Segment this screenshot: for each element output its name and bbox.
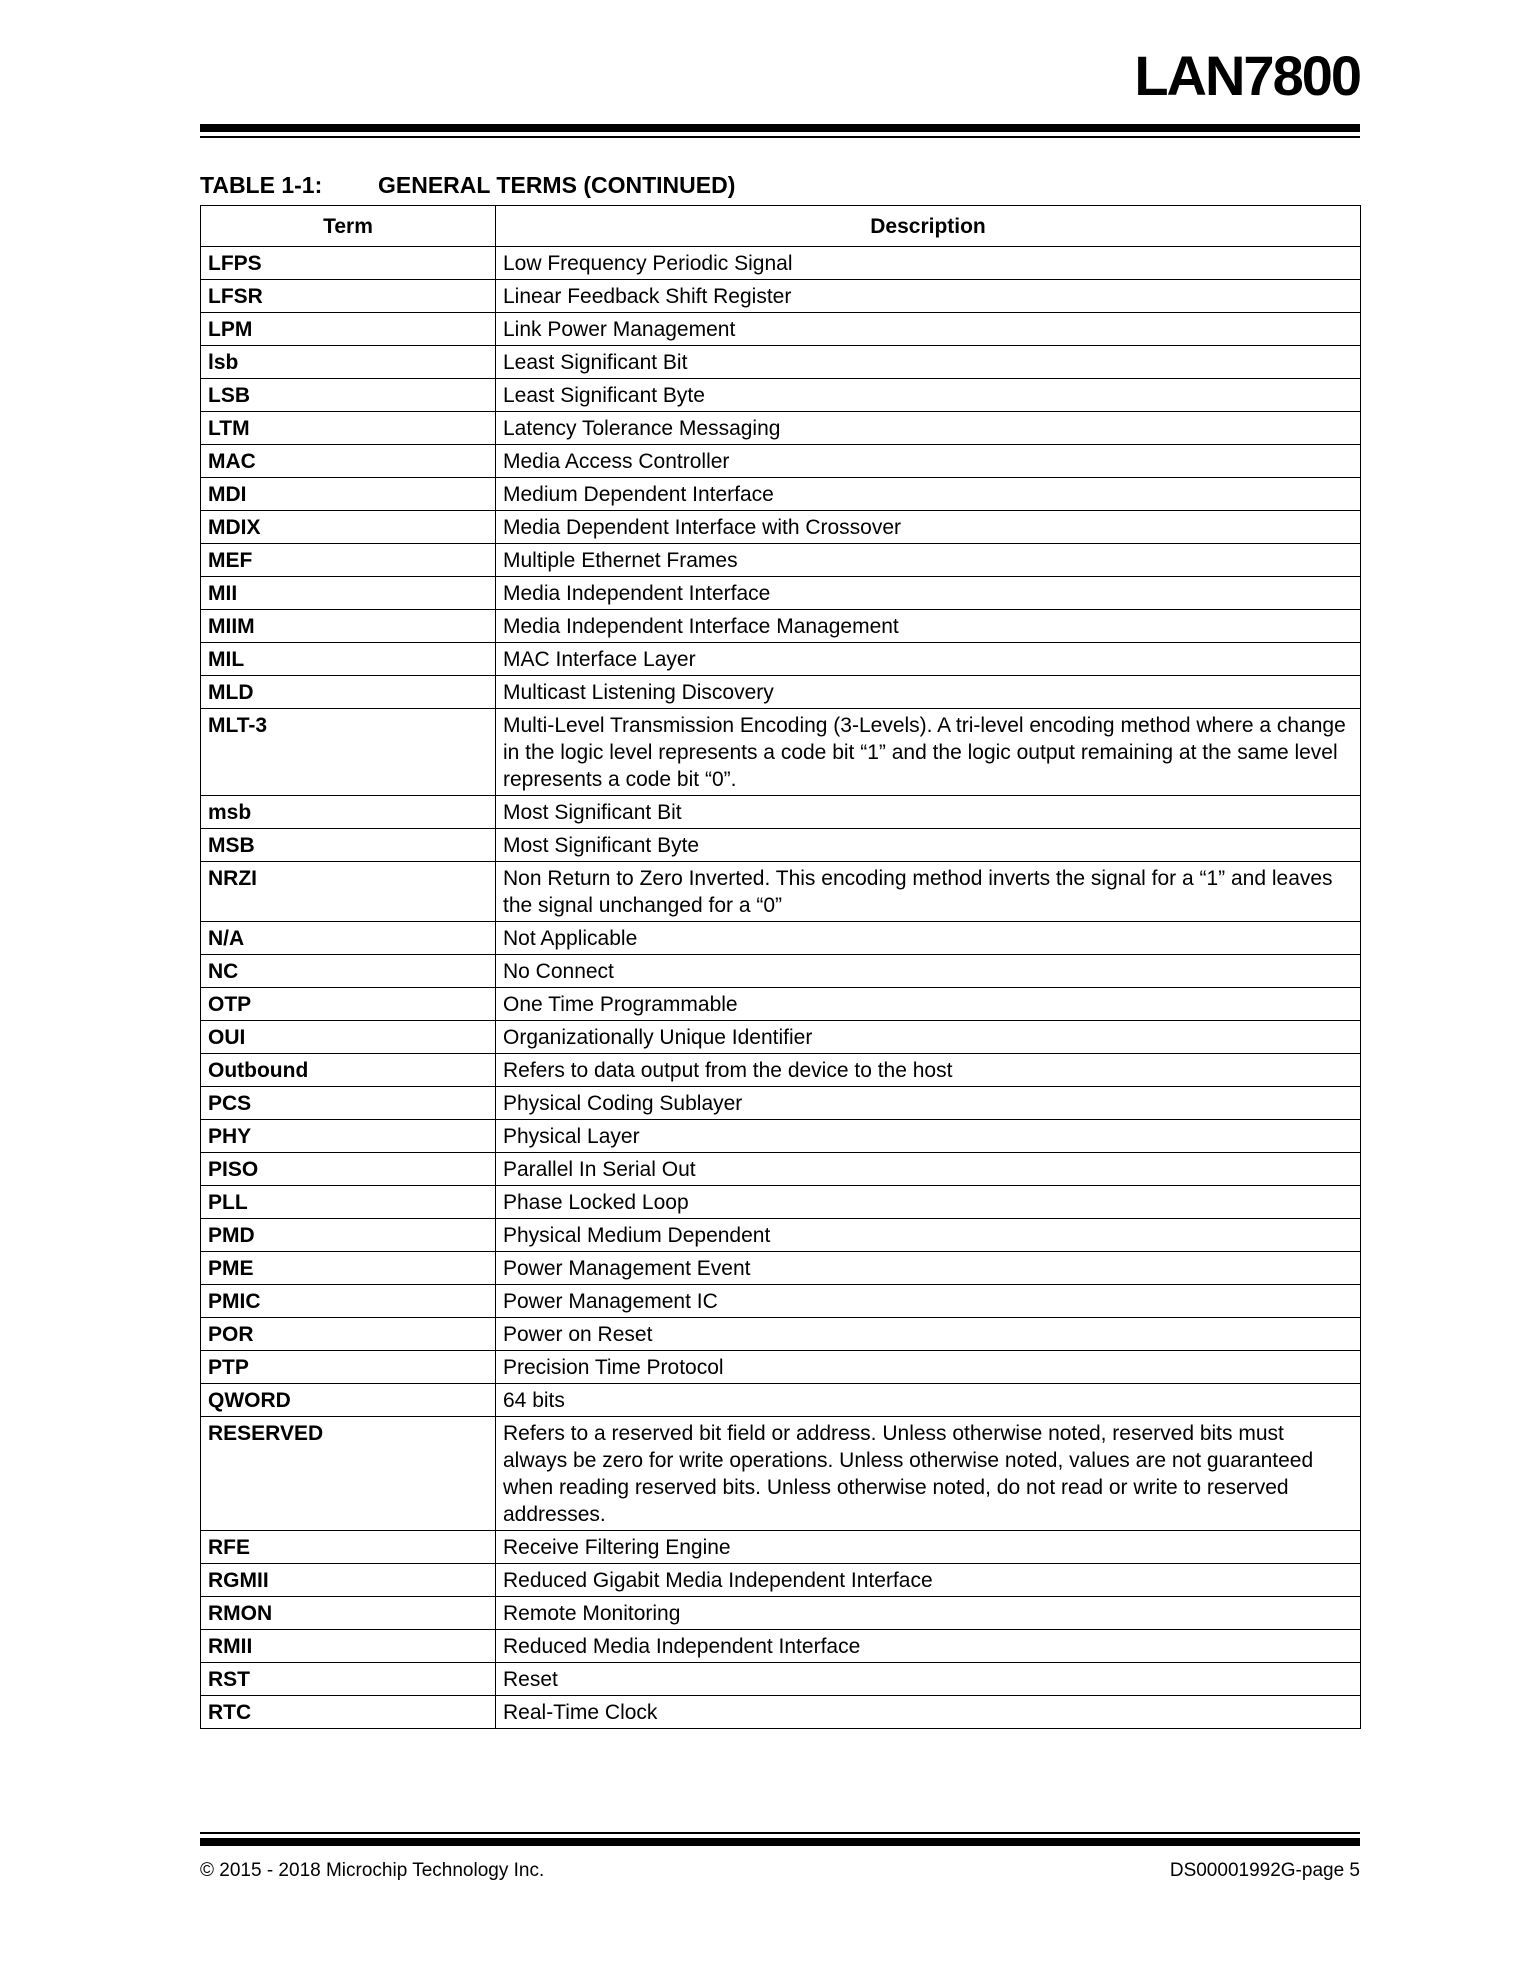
description-cell: Media Independent Interface Management — [496, 610, 1361, 643]
description-cell: Parallel In Serial Out — [496, 1153, 1361, 1186]
description-cell: Least Significant Byte — [496, 379, 1361, 412]
term-cell: MII — [201, 577, 496, 610]
description-cell: Media Dependent Interface with Crossover — [496, 511, 1361, 544]
table-row — [201, 829, 1361, 862]
term-cell: MLT-3 — [201, 709, 496, 796]
table-row — [201, 379, 1361, 412]
description-cell: Link Power Management — [496, 313, 1361, 346]
term-cell: MIL — [201, 643, 496, 676]
table-row — [201, 1054, 1361, 1087]
description-cell: Power on Reset — [496, 1318, 1361, 1351]
description-cell: MAC Interface Layer — [496, 643, 1361, 676]
description-cell: Reduced Gigabit Media Independent Interface — [496, 1564, 1361, 1597]
description-cell: Phase Locked Loop — [496, 1186, 1361, 1219]
term-cell: MDIX — [201, 511, 496, 544]
table-row — [201, 1384, 1361, 1417]
table-row — [201, 922, 1361, 955]
term-cell: RFE — [201, 1531, 496, 1564]
table-row — [201, 610, 1361, 643]
table-row — [201, 988, 1361, 1021]
table-caption — [200, 172, 735, 199]
term-cell: lsb — [201, 346, 496, 379]
description-cell: Physical Coding Sublayer — [496, 1087, 1361, 1120]
term-cell: QWORD — [201, 1384, 496, 1417]
table-row — [201, 796, 1361, 829]
column-header-term: Term — [201, 206, 496, 247]
term-cell: MDI — [201, 478, 496, 511]
description-cell: Media Access Controller — [496, 445, 1361, 478]
term-cell: LPM — [201, 313, 496, 346]
term-cell: PLL — [201, 1186, 496, 1219]
term-cell: OTP — [201, 988, 496, 1021]
description-cell: Refers to data output from the device to the host — [496, 1054, 1361, 1087]
description-cell: Medium Dependent Interface — [496, 478, 1361, 511]
description-cell: One Time Programmable — [496, 988, 1361, 1021]
term-cell: PME — [201, 1252, 496, 1285]
table-row — [201, 1120, 1361, 1153]
table-row — [201, 1531, 1361, 1564]
description-cell: Power Management Event — [496, 1252, 1361, 1285]
term-cell: LTM — [201, 412, 496, 445]
term-cell: N/A — [201, 922, 496, 955]
table-row — [201, 1564, 1361, 1597]
footer-rule-thin — [200, 1832, 1360, 1834]
footer-rule-thick — [200, 1838, 1360, 1846]
description-cell: Low Frequency Periodic Signal — [496, 247, 1361, 280]
term-cell: MIIM — [201, 610, 496, 643]
description-cell: Not Applicable — [496, 922, 1361, 955]
description-cell: No Connect — [496, 955, 1361, 988]
table-row — [201, 1252, 1361, 1285]
term-cell: RTC — [201, 1696, 496, 1729]
description-cell: Precision Time Protocol — [496, 1351, 1361, 1384]
description-cell: Multicast Listening Discovery — [496, 676, 1361, 709]
table-row — [201, 1696, 1361, 1729]
description-cell: Linear Feedback Shift Register — [496, 280, 1361, 313]
table-row — [201, 1285, 1361, 1318]
description-cell: Most Significant Bit — [496, 796, 1361, 829]
term-cell: POR — [201, 1318, 496, 1351]
table-row — [201, 709, 1361, 796]
description-cell: 64 bits — [496, 1384, 1361, 1417]
term-cell: PMD — [201, 1219, 496, 1252]
description-cell: Physical Layer — [496, 1120, 1361, 1153]
term-cell: MAC — [201, 445, 496, 478]
table-row — [201, 544, 1361, 577]
table-row — [201, 1021, 1361, 1054]
term-cell: MLD — [201, 676, 496, 709]
term-cell: PHY — [201, 1120, 496, 1153]
table-row — [201, 247, 1361, 280]
header-rule-thin — [200, 136, 1360, 138]
term-cell: PISO — [201, 1153, 496, 1186]
description-cell: Latency Tolerance Messaging — [496, 412, 1361, 445]
term-cell: LSB — [201, 379, 496, 412]
footer-copyright: © 2015 - 2018 Microchip Technology Inc. — [200, 1860, 545, 1881]
table-row — [201, 1663, 1361, 1696]
table-row — [201, 1087, 1361, 1120]
table-row — [201, 346, 1361, 379]
term-cell: LFSR — [201, 280, 496, 313]
header-rule-thick — [200, 124, 1360, 132]
description-cell: Remote Monitoring — [496, 1597, 1361, 1630]
term-cell: LFPS — [201, 247, 496, 280]
table-row — [201, 445, 1361, 478]
column-header-description: Description — [496, 206, 1361, 247]
table-row — [201, 643, 1361, 676]
term-cell: RGMII — [201, 1564, 496, 1597]
table-row — [201, 511, 1361, 544]
term-cell: NRZI — [201, 862, 496, 922]
description-cell: Multiple Ethernet Frames — [496, 544, 1361, 577]
term-cell: RESERVED — [201, 1417, 496, 1531]
term-cell: PCS — [201, 1087, 496, 1120]
table-row — [201, 1153, 1361, 1186]
table-row — [201, 1417, 1361, 1531]
description-cell: Media Independent Interface — [496, 577, 1361, 610]
description-cell: Refers to a reserved bit field or address. Unless otherwise noted, reserved bits must always be zero for write operations. Unless otherwise noted, values are not guaranteed when reading reserved bits. Unless otherwise noted, do not read or write to reserved addresses. — [496, 1417, 1361, 1531]
table-row — [201, 1630, 1361, 1663]
table-caption-title: GENERAL TERMS (CONTINUED) — [378, 172, 736, 198]
table-row — [201, 862, 1361, 922]
description-cell: Receive Filtering Engine — [496, 1531, 1361, 1564]
general-terms-table — [200, 205, 1361, 1729]
table-row — [201, 1219, 1361, 1252]
table-row — [201, 280, 1361, 313]
description-cell: Non Return to Zero Inverted. This encoding method inverts the signal for a “1” and leaves the signal unchanged for a “0” — [496, 862, 1361, 922]
table-row — [201, 478, 1361, 511]
term-cell: msb — [201, 796, 496, 829]
description-cell: Physical Medium Dependent — [496, 1219, 1361, 1252]
term-cell: MEF — [201, 544, 496, 577]
table-row — [201, 1186, 1361, 1219]
description-cell: Most Significant Byte — [496, 829, 1361, 862]
table-row — [201, 412, 1361, 445]
table-row — [201, 577, 1361, 610]
description-cell: Real-Time Clock — [496, 1696, 1361, 1729]
description-cell: Power Management IC — [496, 1285, 1361, 1318]
table-row — [201, 955, 1361, 988]
term-cell: RST — [201, 1663, 496, 1696]
table-row — [201, 1597, 1361, 1630]
footer-page-ref: DS00001992G-page 5 — [1169, 1860, 1360, 1881]
table-row — [201, 313, 1361, 346]
term-cell: OUI — [201, 1021, 496, 1054]
table-row — [201, 1351, 1361, 1384]
term-cell: RMON — [201, 1597, 496, 1630]
table-row — [201, 1318, 1361, 1351]
term-cell: NC — [201, 955, 496, 988]
term-cell: PMIC — [201, 1285, 496, 1318]
table-body — [201, 247, 1361, 1729]
description-cell: Organizationally Unique Identifier — [496, 1021, 1361, 1054]
document-title: LAN7800 — [1134, 44, 1360, 107]
table-header-row — [201, 206, 1361, 247]
description-cell: Reset — [496, 1663, 1361, 1696]
term-cell: MSB — [201, 829, 496, 862]
description-cell: Reduced Media Independent Interface — [496, 1630, 1361, 1663]
table-row — [201, 676, 1361, 709]
term-cell: PTP — [201, 1351, 496, 1384]
description-cell: Multi-Level Transmission Encoding (3-Levels). A tri-level encoding method where a change in the logic level represents a code bit “1” and the logic output remaining at the same level represents a code bit “0”. — [496, 709, 1361, 796]
table-caption-label: TABLE 1-1: — [200, 172, 323, 198]
term-cell: RMII — [201, 1630, 496, 1663]
term-cell: Outbound — [201, 1054, 496, 1087]
description-cell: Least Significant Bit — [496, 346, 1361, 379]
